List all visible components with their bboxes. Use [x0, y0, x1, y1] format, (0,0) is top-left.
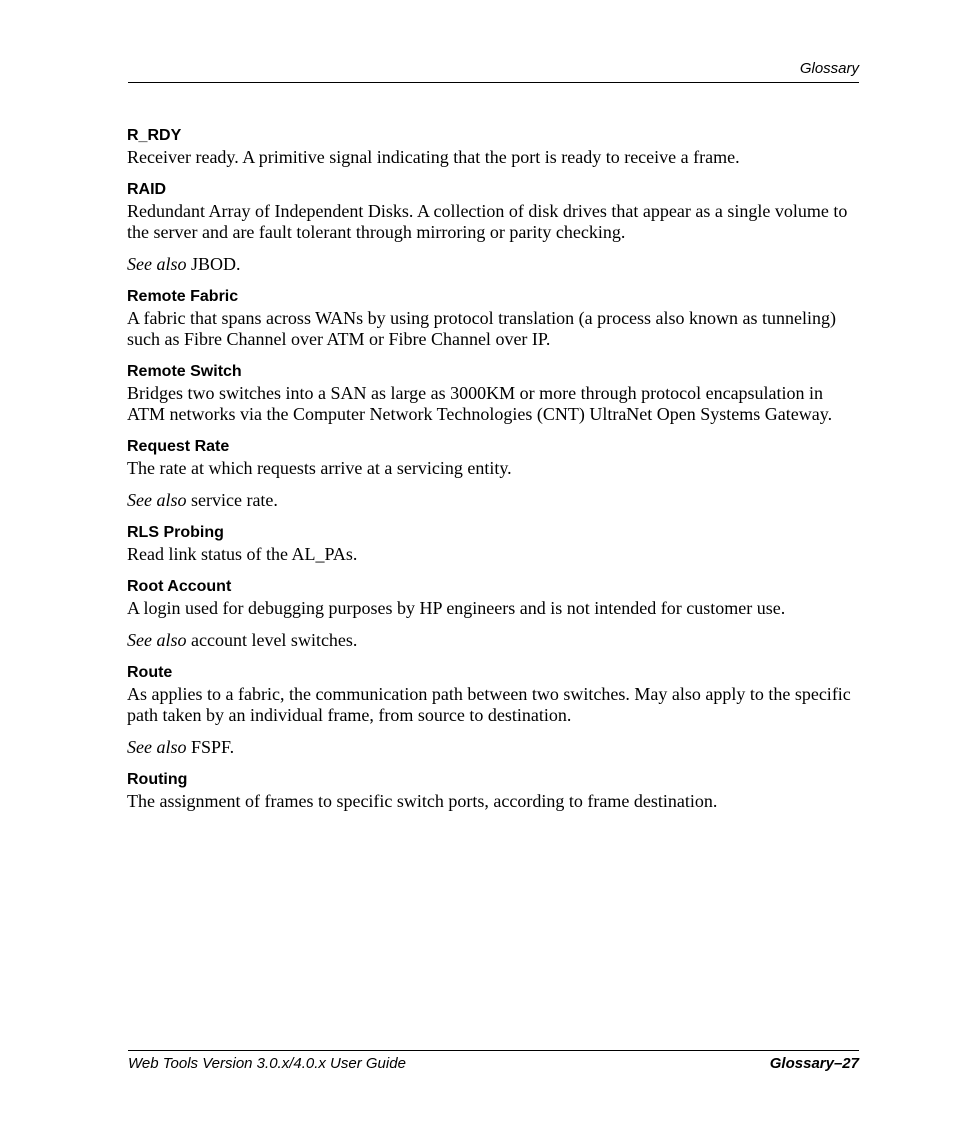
glossary-entry-routing [127, 770, 859, 812]
footer-page-number: Glossary–27 [769, 1055, 859, 1072]
glossary-definition: As applies to a fabric, the communication path between two switches. May also apply to the specific path taken by an individual frame, from source to destination. [127, 684, 851, 725]
glossary-term: Request Rate [127, 438, 230, 455]
glossary-definition: Receiver ready. A primitive signal indicating that the port is ready to receive a frame. [127, 147, 740, 167]
glossary-term: Remote Switch [127, 363, 242, 380]
glossary-entry-r-rdy [127, 126, 859, 168]
glossary-term: Root Account [127, 578, 232, 595]
see-also-reference [127, 737, 859, 758]
glossary-entry-raid [127, 180, 859, 275]
glossary-definition: Redundant Array of Independent Disks. A collection of disk drives that appear as a single volume to the server and are fault tolerant through mirroring or parity checking. [127, 201, 848, 242]
see-also-label: See also [127, 737, 187, 757]
see-also-reference [127, 630, 859, 651]
see-also-label: See also [127, 490, 187, 510]
see-also-reference [127, 490, 859, 511]
see-also-target: FSPF. [190, 737, 235, 757]
glossary-entry-request-rate [127, 437, 859, 511]
glossary-definition: The assignment of frames to specific switch ports, according to frame destination. [127, 791, 718, 811]
glossary-content [127, 126, 859, 824]
see-also-target: service rate. [190, 490, 278, 510]
glossary-definition: A fabric that spans across WANs by using protocol translation (a process also known as tunneling) such as Fibre Channel over ATM or Fibre Channel over IP. [127, 308, 837, 349]
glossary-term: Remote Fabric [127, 288, 239, 305]
glossary-term: RAID [127, 181, 167, 198]
glossary-entry-route [127, 663, 859, 758]
see-also-label: See also [127, 630, 187, 650]
glossary-entry-remote-fabric [127, 287, 859, 350]
see-also-reference [127, 254, 859, 275]
header-title: Glossary [799, 60, 859, 77]
glossary-entry-rls-probing [127, 523, 859, 565]
glossary-term: RLS Probing [127, 524, 224, 541]
page-footer [128, 1050, 859, 1075]
see-also-label: See also [127, 254, 187, 274]
glossary-definition: A login used for debugging purposes by HP engineers and is not intended for customer use. [127, 598, 786, 618]
page-header [128, 58, 859, 83]
glossary-term: Route [127, 664, 173, 681]
footer-document-title: Web Tools Version 3.0.x/4.0.x User Guide [128, 1055, 406, 1072]
see-also-target: account level switches. [190, 630, 358, 650]
glossary-definition: Read link status of the AL_PAs. [127, 544, 358, 564]
glossary-entry-remote-switch [127, 362, 859, 425]
glossary-term: Routing [127, 771, 188, 788]
glossary-entry-root-account [127, 577, 859, 651]
see-also-target: JBOD. [190, 254, 241, 274]
glossary-definition: Bridges two switches into a SAN as large as 3000KM or more through protocol encapsulation in ATM networks via the Computer Network Technologies (CNT) UltraNet Open Systems Gateway. [127, 383, 833, 424]
glossary-definition: The rate at which requests arrive at a servicing entity. [127, 458, 512, 478]
glossary-term: R_RDY [127, 127, 182, 144]
